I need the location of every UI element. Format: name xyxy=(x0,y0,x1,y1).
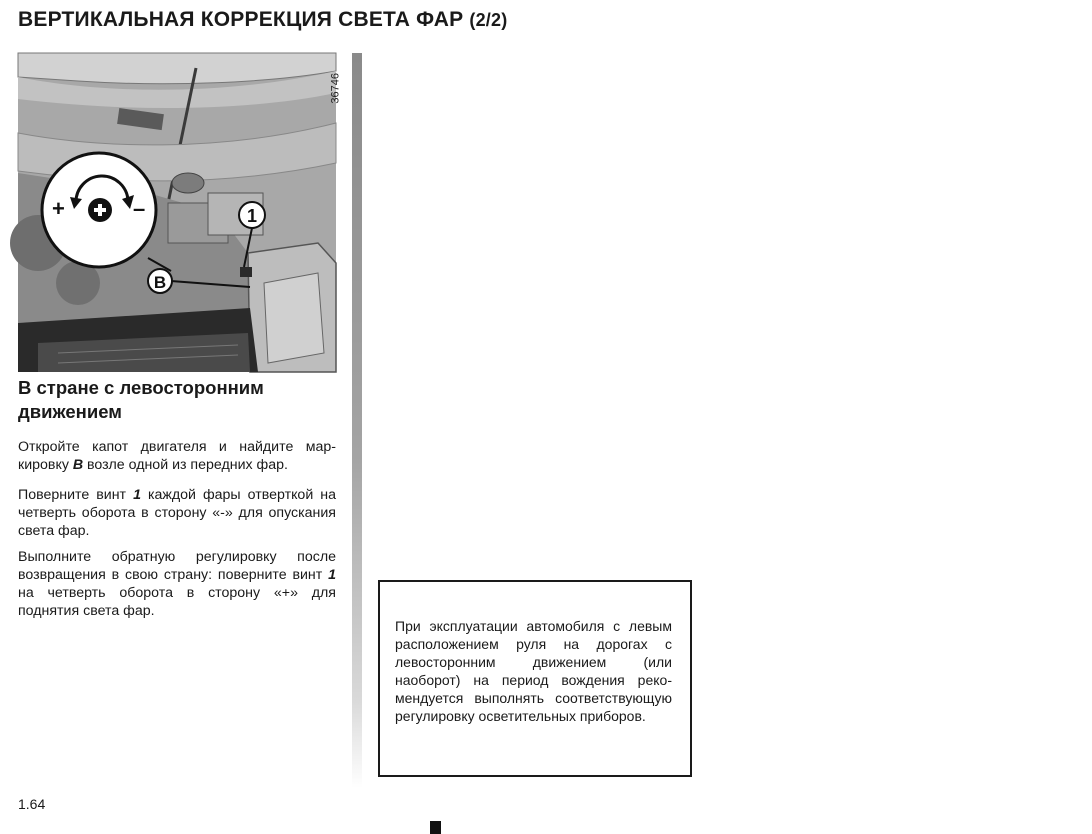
p3-text-start: Выполните обратную регулировку после возвращения в свою страну: поверните винт xyxy=(18,549,336,583)
page-number: 1.64 xyxy=(18,796,46,812)
p3-text-end: на четверть оборота в сторону «+» для поднятия света фар. xyxy=(18,585,336,619)
instruction-paragraph-2 xyxy=(18,486,336,540)
plus-sign: + xyxy=(52,196,65,221)
p2-ref-1: 1 xyxy=(133,487,141,503)
p3-ref-1: 1 xyxy=(328,567,336,583)
engine-bay-drawing xyxy=(18,53,336,372)
page-title xyxy=(18,8,507,32)
page-title-text: ВЕРТИКАЛЬНАЯ КОРРЕКЦИЯ СВЕТА ФАР xyxy=(18,8,464,31)
p2-text-start: Поверните винт xyxy=(18,487,134,503)
instruction-paragraph-1 xyxy=(18,438,336,474)
p1-text-start: Откройте капот двигателя и найдите маркировку xyxy=(18,439,336,473)
page-title-part: (2/2) xyxy=(469,10,508,30)
note-text: При эксплуатации автомобиля с левым расположением руля на дорогах с левосторонним движением (или наоборот) на период вождения рекомендуется выполнять соответствующую регулировку осветительных приборов. xyxy=(395,618,672,724)
section-heading: В стране с левосторонним движением xyxy=(18,377,264,422)
p1-text-end: возле одной из передних фар. xyxy=(83,457,288,473)
engine-bay-illustration xyxy=(18,53,342,372)
figure-number: 36746 xyxy=(330,73,342,104)
callout-1: 1 xyxy=(246,206,258,226)
instruction-paragraph-3 xyxy=(18,548,336,620)
note-box xyxy=(378,580,692,777)
minus-sign: – xyxy=(133,196,146,221)
callout-b: B xyxy=(153,273,167,292)
p1-ref-b: B xyxy=(72,457,84,473)
column-side-bar xyxy=(352,53,362,788)
page-edge-marker xyxy=(430,821,441,834)
p2-text-end: каждой фары отверткой на четверть оборота в сторону «-» для опускания света фар. xyxy=(18,487,336,539)
